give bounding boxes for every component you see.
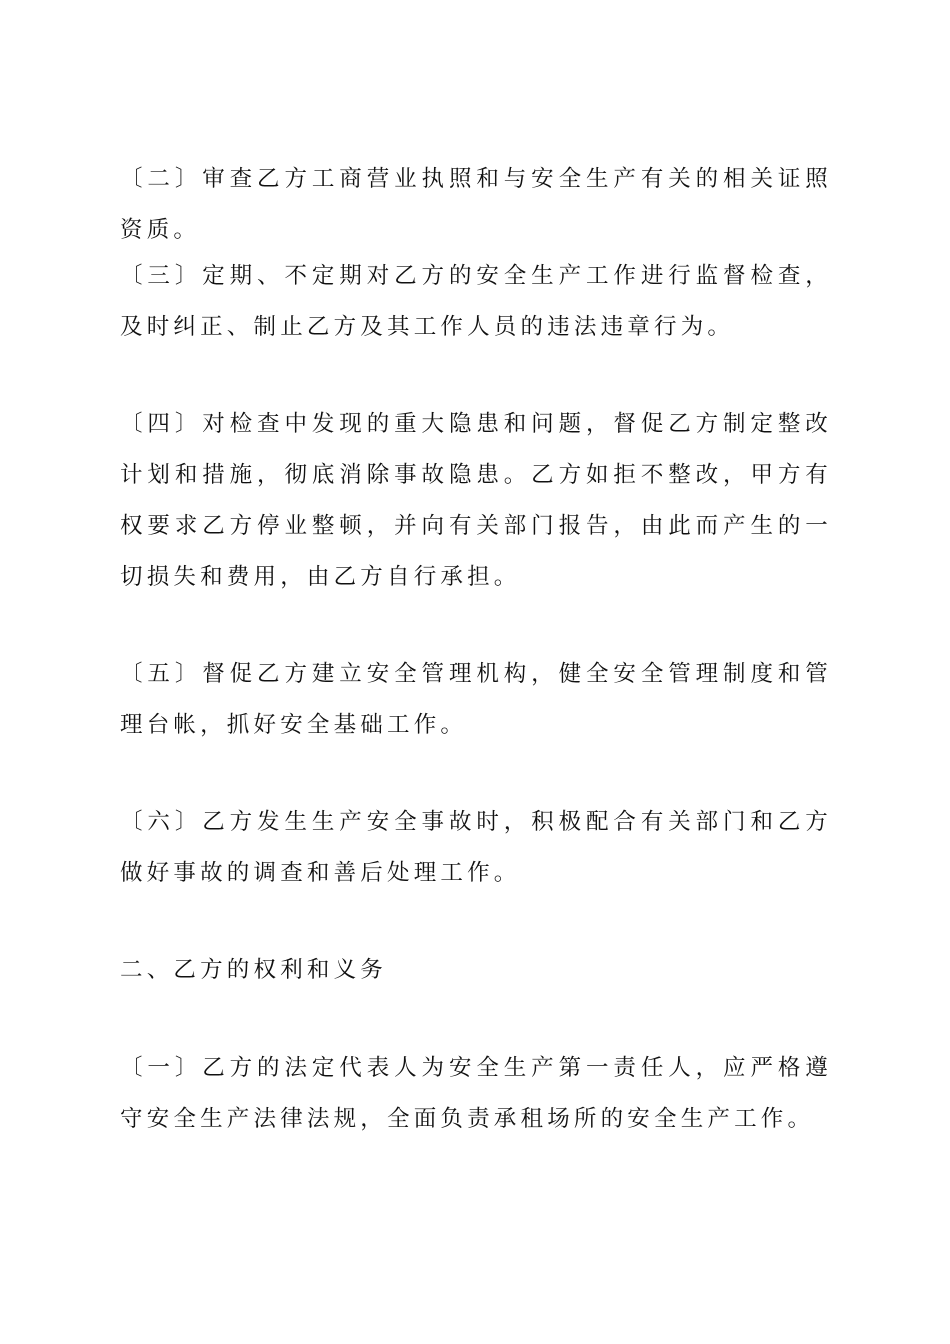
clause-2-paragraph: 〔二〕审查乙方工商营业执照和与安全生产有关的相关证照资质。 (120, 166, 832, 243)
clause-6-paragraph: 〔六〕乙方发生生产安全事故时，积极配合有关部门和乙方做好事故的调查和善后处理工作。 (120, 809, 832, 886)
clause-4-paragraph: 〔四〕对检查中发现的重大隐患和问题，督促乙方制定整改计划和措施，彻底消除事故隐患。乙方如拒不整改，甲方有权要求乙方停业整顿，并向有关部门报告，由此而产生的一切损失和费用，由乙方自行承担。 (120, 411, 832, 590)
section-heading-party-b: 二、乙方的权利和义务 (120, 957, 388, 983)
clause-3-paragraph: 〔三〕定期、不定期对乙方的安全生产工作进行监督检查，及时纠正、制止乙方及其工作人员的违法违章行为。 (120, 263, 832, 340)
clause-5-paragraph: 〔五〕督促乙方建立安全管理机构，健全安全管理制度和管理台帐，抓好安全基础工作。 (120, 661, 832, 738)
party-b-clause-1-paragraph: 〔一〕乙方的法定代表人为安全生产第一责任人，应严格遵守安全生产法律法规，全面负责承租场所的安全生产工作。 (120, 1055, 832, 1132)
